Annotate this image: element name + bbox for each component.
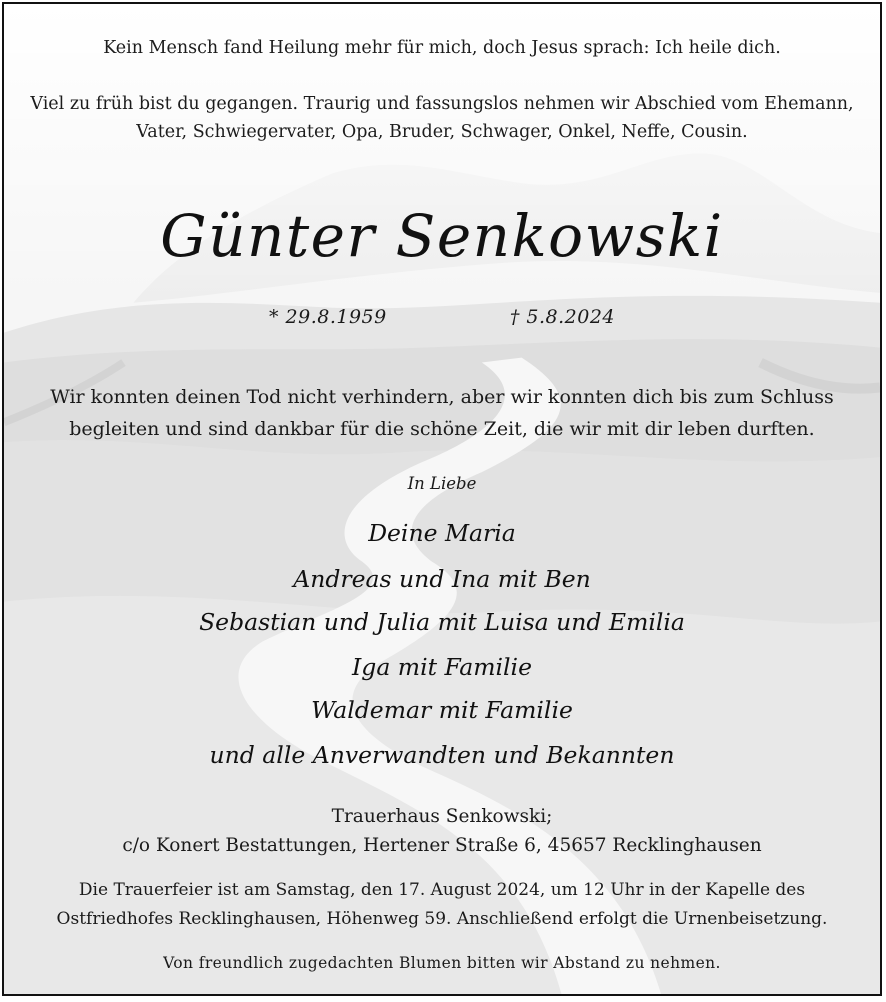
- mourner-name: Deine Maria: [368, 519, 516, 547]
- ceremony-info-line-2: Ostfriedhofes Recklinghausen, Höhenweg 59. Anschließend erfolgt die Urnenbeisetzung.: [56, 909, 828, 929]
- birth-date: * 29.8.1959: [269, 306, 387, 328]
- deceased-name: Günter Senkowski: [160, 202, 724, 270]
- ceremony-info-line-1: Die Trauerfeier ist am Samstag, den 17. August 2024, um 12 Uhr in der Kapelle des: [78, 880, 806, 900]
- obituary-notice: [2, 2, 882, 996]
- mourning-house-line-1: Trauerhaus Senkowski;: [331, 806, 553, 827]
- flowers-note: Von freundlich zugedachten Blumen bitten wir Abstand zu nehmen.: [163, 954, 721, 972]
- mourning-house-line-2: c/o Konert Bestattungen, Hertener Straße 6, 45657 Recklinghausen: [122, 835, 762, 856]
- mourner-name: Iga mit Familie: [352, 653, 532, 681]
- farewell-text-line-1: Viel zu früh bist du gegangen. Traurig und fassungslos nehmen wir Abschied vom Ehemann,: [30, 94, 854, 114]
- farewell-text-line-2: Vater, Schwiegervater, Opa, Bruder, Schwager, Onkel, Neffe, Cousin.: [136, 122, 748, 142]
- tribute-line-1: Wir konnten deinen Tod nicht verhindern, aber wir konnten dich bis zum Schluss: [50, 386, 834, 408]
- life-dates: [4, 306, 880, 328]
- mourner-name: Waldemar mit Familie: [311, 696, 573, 724]
- mourner-name: und alle Anverwandten und Bekannten: [209, 741, 675, 769]
- tribute-line-2: begleiten und sind dankbar für die schöne Zeit, die wir mit dir leben durften.: [69, 418, 815, 440]
- mourner-name: Sebastian und Julia mit Luisa und Emilia: [199, 608, 685, 636]
- in-love-label: In Liebe: [407, 474, 477, 493]
- mourner-name: Andreas und Ina mit Ben: [293, 565, 591, 593]
- death-date: † 5.8.2024: [509, 306, 615, 328]
- scripture-quote: Kein Mensch fand Heilung mehr für mich, doch Jesus sprach: Ich heile dich.: [103, 38, 781, 58]
